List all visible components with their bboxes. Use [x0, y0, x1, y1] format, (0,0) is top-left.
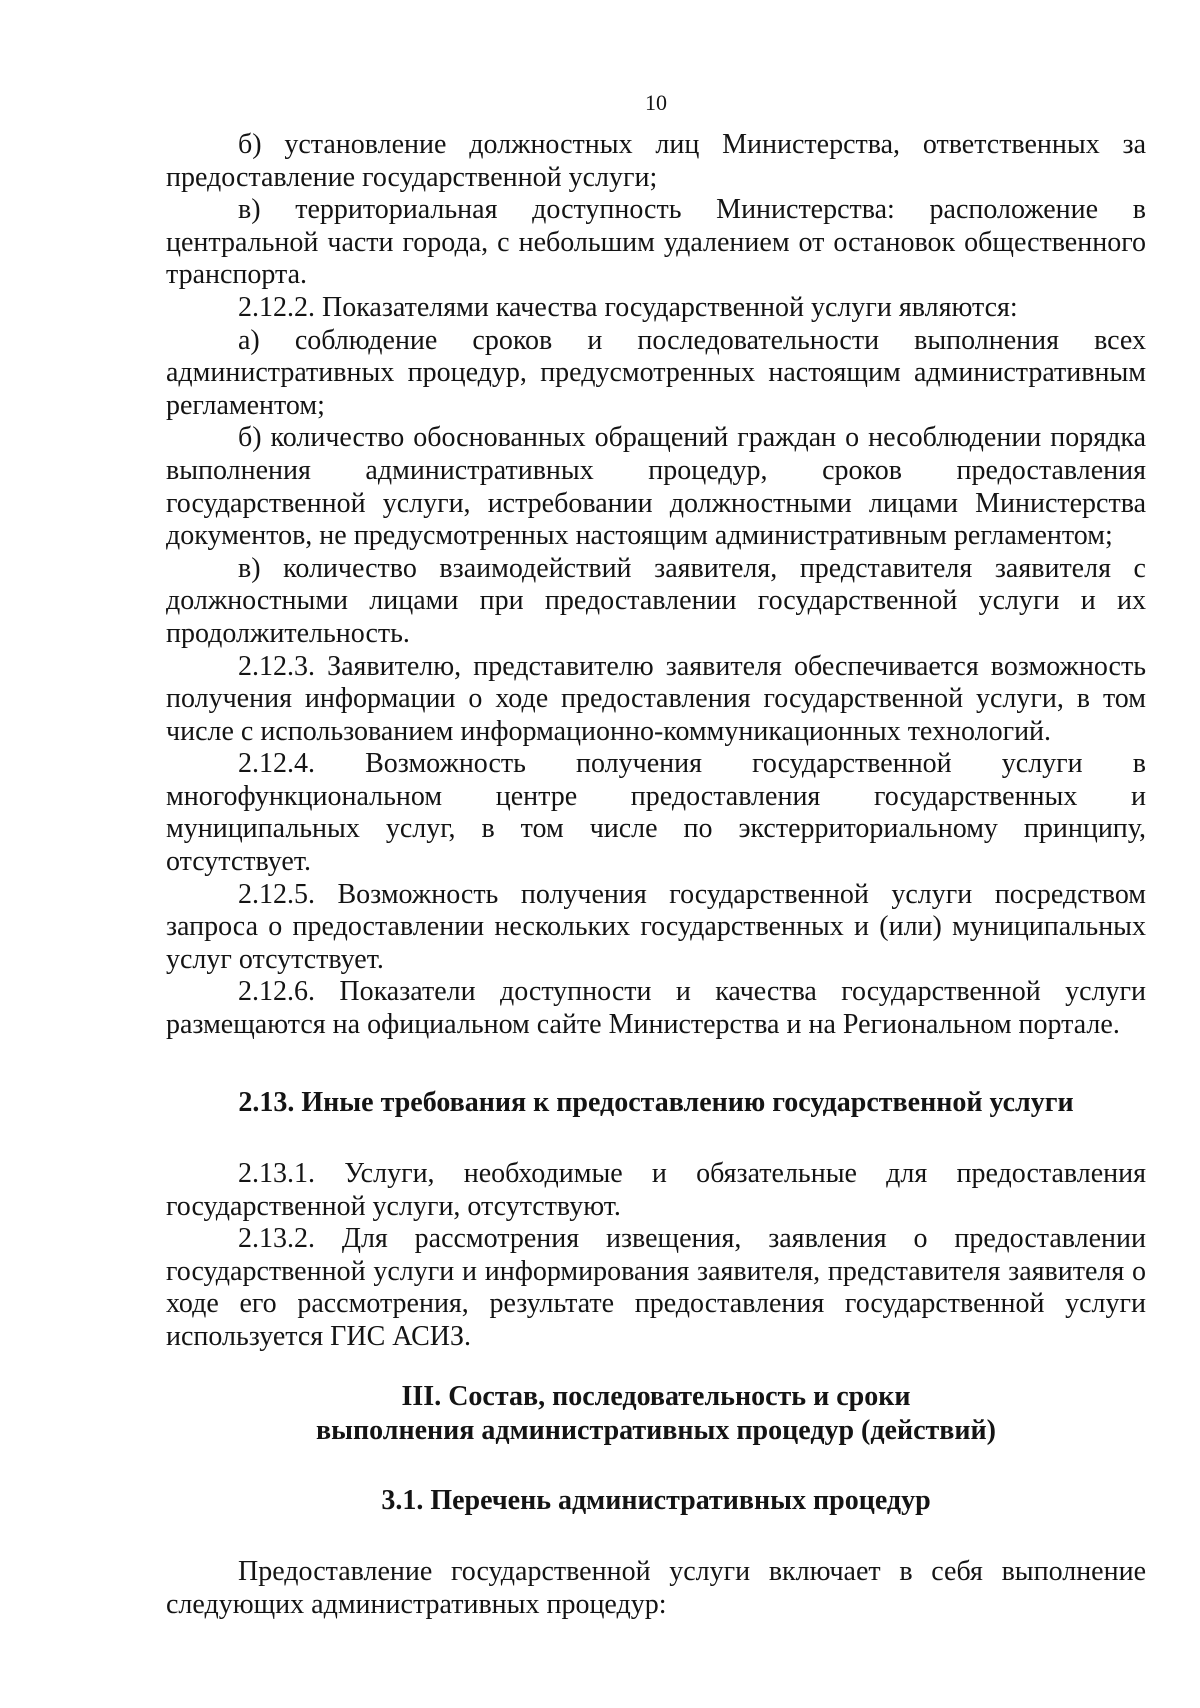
heading-section-III-line1: III. Состав, последовательность и сроки [401, 1381, 911, 1412]
paragraph: 2.13.2. Для рассмотрения извещения, заявления о предоставлении государственной услуги и информирования заявителя, представителя заявителя о ходе его рассмотрения, результате предоставления государственной услуги используется ГИС АСИЗ. [166, 1223, 1146, 1352]
section-2-13-text [166, 1158, 1146, 1354]
heading-2-13: 2.13. Иные требования к предоставлению государственной услуги [238, 1087, 1074, 1118]
paragraph: 2.12.2. Показателями качества государственной услуги являются: [238, 291, 1018, 323]
paragraph: 2.12.6. Показатели доступности и качества государственной услуги размещаются на официальном сайте Министерства и на Региональном портале. [166, 976, 1146, 1041]
paragraph: а) соблюдение сроков и последовательности выполнения всех административных процедур, предусмотренных настоящим административным регламентом; [166, 324, 1146, 421]
paragraph: 2.12.5. Возможность получения государственной услуги посредством запроса о предоставлении нескольких государственных и (или) муниципальных услуг отсутствует. [166, 878, 1146, 975]
paragraph: Предоставление государственной услуги включает в себя выполнение следующих административных процедур: [166, 1556, 1146, 1620]
heading-3-1: 3.1. Перечень административных процедур [381, 1485, 931, 1516]
paragraph: б) количество обоснованных обращений граждан о несоблюдении порядка выполнения административных процедур, сроков предоставления государственной услуги, истребовании должностными лицами Министерства документов, не предусмотренных настоящим административным регламентом; [166, 422, 1146, 552]
section-3-1-text [166, 1556, 1146, 1621]
paragraph: в) территориальная доступность Министерства: расположение в центральной части города, с небольшим удалением от остановок общественного транспорта. [166, 194, 1146, 291]
paragraph: 2.12.4. Возможность получения государственной услуги в многофункциональном центре предоставления государственных и муниципальных услуг, в том числе по экстерриториальному принципу, отсутствует. [166, 748, 1146, 878]
section-2-12-text [166, 129, 1146, 1042]
page-number: 10 [645, 90, 667, 115]
paragraph: в) количество взаимодействий заявителя, представителя заявителя с должностными лицами при предоставлении государственной услуги и их продолжительность. [166, 552, 1146, 649]
paragraph: б) установление должностных лиц Министерства, ответственных за предоставление государственной услуги; [166, 129, 1146, 193]
paragraph: 2.13.1. Услуги, необходимые и обязательные для предоставления государственной услуги, отсутствуют. [166, 1158, 1146, 1222]
paragraph: 2.12.3. Заявителю, представителю заявителя обеспечивается возможность получения информации о ходе предоставления государственной услуги, в том числе с использованием информационно-коммуникационных технологий. [166, 650, 1146, 747]
heading-section-III-line2: выполнения административных процедур (действий) [315, 1415, 996, 1446]
heading-section-III [166, 1380, 1146, 1448]
